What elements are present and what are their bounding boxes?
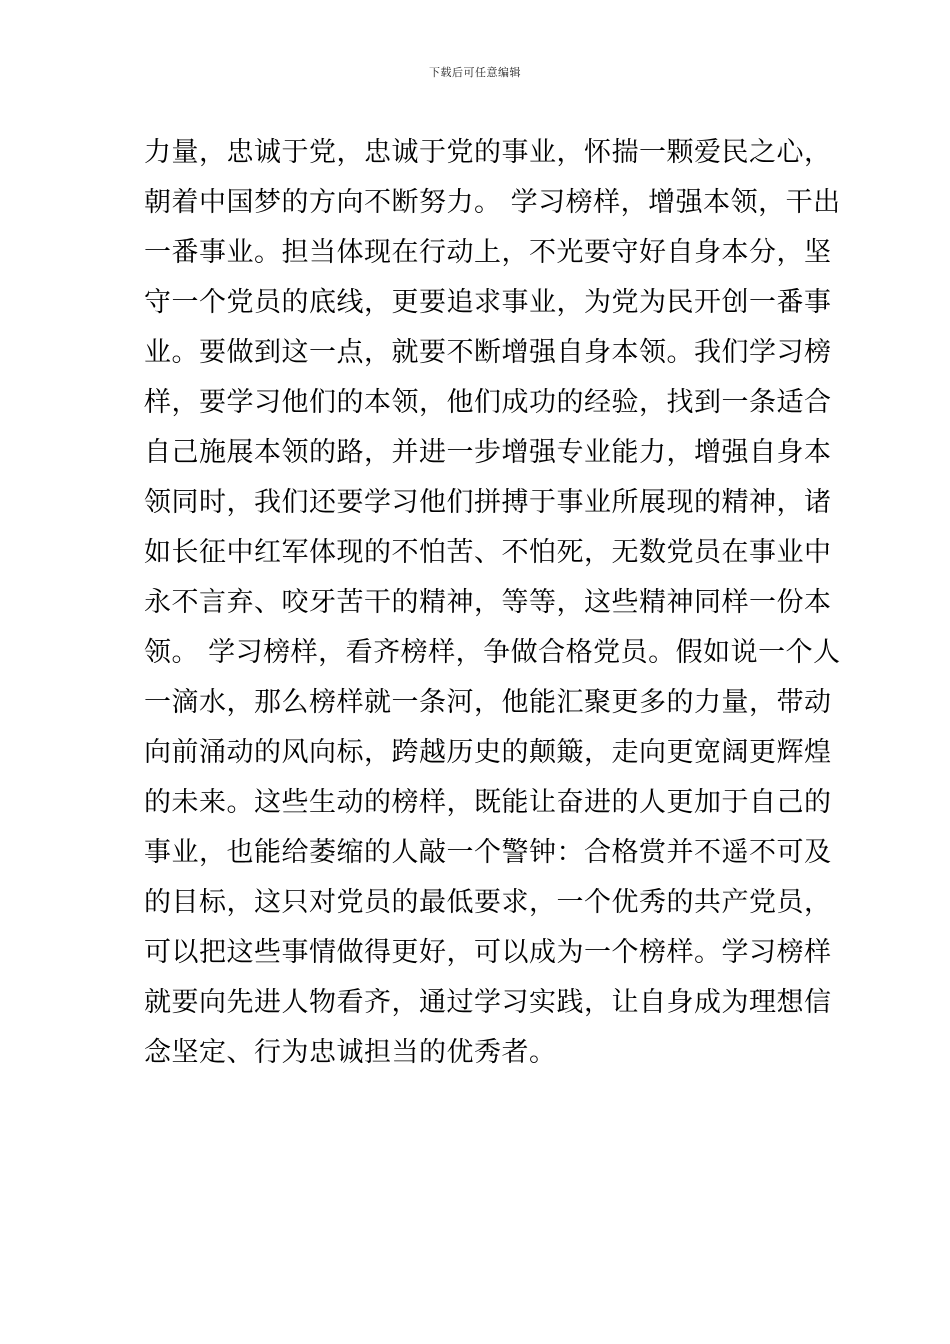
text-line: 朝着中国梦的方向不断努力。 学习榜样，增强本领，干出 <box>144 187 841 218</box>
text-line: 就要向先进人物看齐，通过学习实践，让自身成为理想信 <box>144 987 832 1018</box>
text-line: 领。 学习榜样，看齐榜样，争做合格党员。假如说一个人 <box>144 637 841 668</box>
text-line: 自己施展本领的路，并进一步增强专业能力，增强自身本 <box>144 437 832 468</box>
text-line: 事业，也能给萎缩的人敲一个警钟：合格赏并不遥不可及 <box>144 837 832 868</box>
text-line: 可以把这些事情做得更好，可以成为一个榜样。学习榜样 <box>144 937 832 968</box>
body-text <box>144 128 841 1078</box>
text-line: 一滴水，那么榜样就一条河，他能汇聚更多的力量，带动 <box>144 687 832 718</box>
header-note: 下载后可任意编辑 <box>429 66 521 79</box>
text-line: 力量，忠诚于党，忠诚于党的事业，怀揣一颗爱民之心， <box>144 137 832 168</box>
text-line: 的目标，这只对党员的最低要求，一个优秀的共产党员， <box>144 887 832 918</box>
text-line: 的未来。这些生动的榜样，既能让奋进的人更加于自己的 <box>144 787 832 818</box>
text-line: 念坚定、行为忠诚担当的优秀者。 <box>144 1037 557 1068</box>
text-line: 业。要做到这一点，就要不断增强自身本领。我们学习榜 <box>144 337 832 368</box>
text-line: 守一个党员的底线，更要追求事业，为党为民开创一番事 <box>144 287 832 318</box>
text-line: 向前涌动的风向标，跨越历史的颠簸，走向更宽阔更辉煌 <box>144 737 832 768</box>
text-line: 永不言弃、咬牙苦干的精神，等等，这些精神同样一份本 <box>144 587 832 618</box>
text-line: 如长征中红军体现的不怕苦、不怕死，无数党员在事业中 <box>144 537 832 568</box>
text-line: 一番事业。担当体现在行动上，不光要守好自身本分，坚 <box>144 237 832 268</box>
text-line: 样，要学习他们的本领，他们成功的经验，找到一条适合 <box>144 387 832 418</box>
text-line: 领同时，我们还要学习他们拼搏于事业所展现的精神，诸 <box>144 487 832 518</box>
